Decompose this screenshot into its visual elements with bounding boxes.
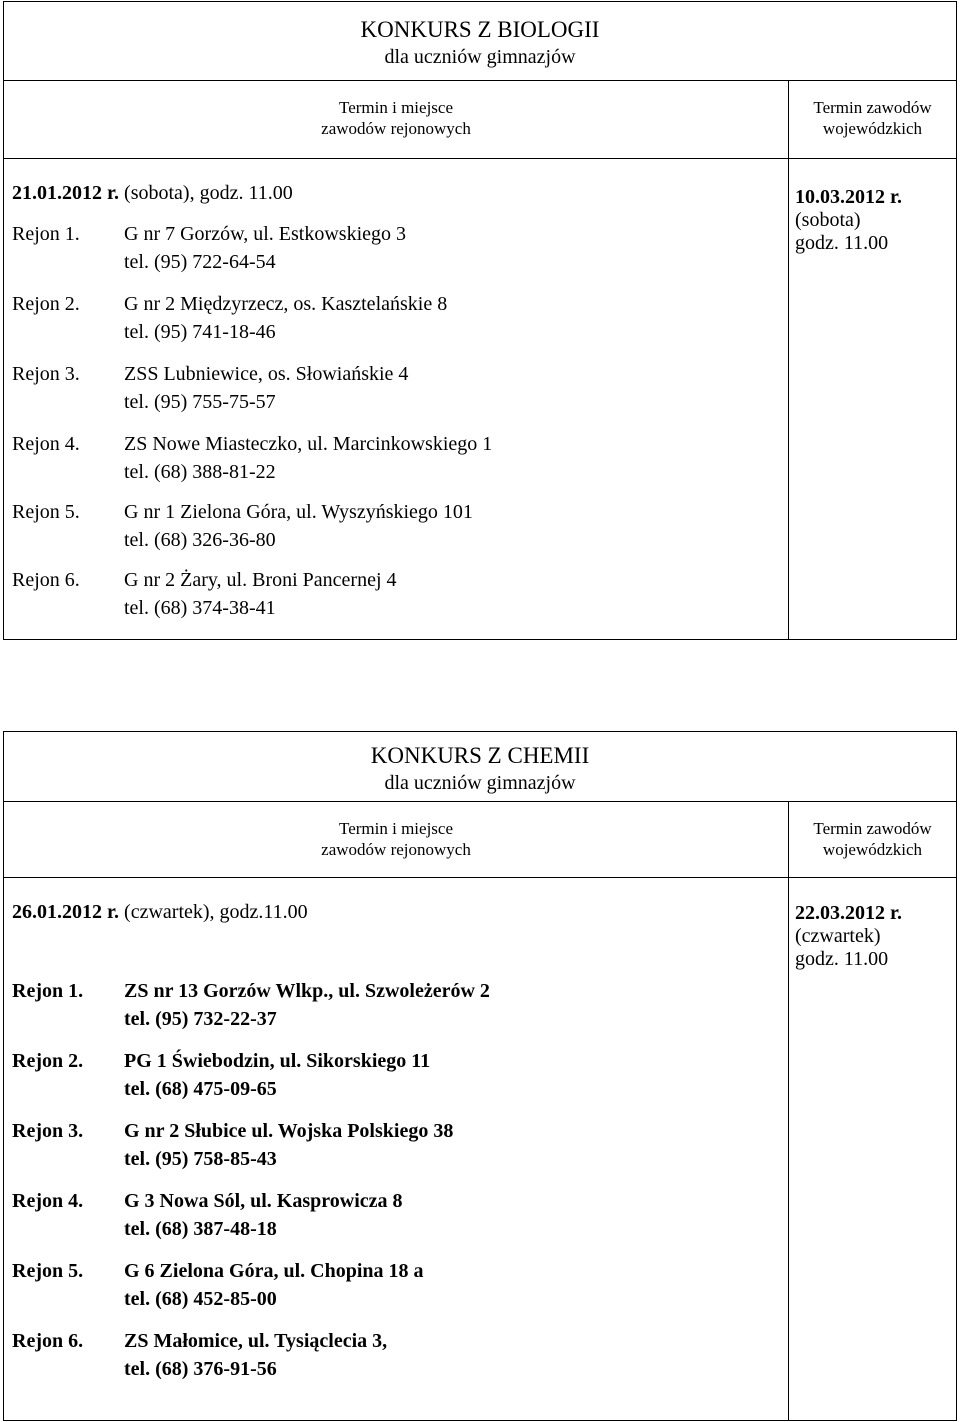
- header-text: wojewódzkich: [822, 119, 923, 138]
- chemistry-contest-table: [3, 731, 957, 1421]
- chemistry-subtitle: dla uczniów gimnazjów: [384, 772, 576, 794]
- provincial-day: (sobota): [795, 209, 861, 231]
- date-bold: 26.01.2012 r.: [12, 901, 120, 923]
- biology-regional-cell: [4, 158, 789, 639]
- biology-title: KONKURS Z BIOLOGII: [360, 17, 600, 42]
- rejon-place: ZSS Lubniewice, os. Słowiańskie 4: [124, 363, 409, 385]
- header-text: Termin i miejsce: [339, 98, 453, 117]
- chemistry-header-provincial: [789, 801, 956, 877]
- rejon-label: Rejon 4.: [12, 433, 80, 455]
- rejon-place: G nr 2 Międzyrzecz, os. Kasztelańskie 8: [124, 293, 448, 315]
- rejon-place: ZS Małomice, ul. Tysiąclecia 3,: [124, 1330, 388, 1352]
- chemistry-body-row: [4, 877, 956, 1420]
- header-text: Termin zawodów: [813, 98, 932, 117]
- rejon-phone: tel. (68) 326-36-80: [124, 529, 276, 551]
- header-text: Termin i miejsce: [339, 819, 453, 838]
- rejon-phone: tel. (95) 755-75-57: [124, 391, 276, 413]
- rejon-phone: tel. (68) 452-85-00: [124, 1288, 277, 1310]
- rejon-place: PG 1 Świebodzin, ul. Sikorskiego 11: [124, 1050, 431, 1072]
- chemistry-header-row: [4, 801, 956, 878]
- header-text: zawodów rejonowych: [321, 840, 471, 859]
- rejon-label: Rejon 6.: [12, 569, 80, 591]
- provincial-date: 22.03.2012 r.: [795, 902, 903, 924]
- provincial-day: (czwartek): [795, 925, 881, 947]
- rejon-place: ZS nr 13 Gorzów Wlkp., ul. Szwoleżerów 2: [124, 980, 490, 1002]
- rejon-label: Rejon 1.: [12, 980, 84, 1002]
- rejon-place: G nr 2 Słubice ul. Wojska Polskiego 38: [124, 1120, 454, 1142]
- rejon-label: Rejon 2.: [12, 293, 80, 315]
- header-text: wojewódzkich: [822, 840, 923, 859]
- date-rest: (czwartek), godz.11.00: [119, 901, 308, 923]
- header-text: zawodów rejonowych: [321, 119, 471, 138]
- biology-subtitle: dla uczniów gimnazjów: [384, 46, 576, 68]
- rejon-phone: tel. (68) 388-81-22: [124, 461, 276, 483]
- rejon-place: G 6 Zielona Góra, ul. Chopina 18 a: [124, 1260, 424, 1282]
- biology-provincial-cell: [789, 158, 956, 639]
- rejon-phone: tel. (68) 475-09-65: [124, 1078, 277, 1100]
- rejon-phone: tel. (68) 374-38-41: [124, 597, 276, 619]
- provincial-date: 10.03.2012 r.: [795, 186, 903, 208]
- chemistry-provincial-cell: [789, 877, 956, 1420]
- chemistry-title-row: [4, 732, 956, 802]
- rejon-label: Rejon 3.: [12, 1120, 84, 1142]
- rejon-label: Rejon 2.: [12, 1050, 84, 1072]
- rejon-place: G nr 1 Zielona Góra, ul. Wyszyńskiego 101: [124, 501, 473, 523]
- rejon-place: ZS Nowe Miasteczko, ul. Marcinkowskiego 1: [124, 433, 493, 455]
- chemistry-header-regional: [4, 801, 789, 877]
- rejon-phone: tel. (95) 758-85-43: [124, 1148, 277, 1170]
- rejon-phone: tel. (95) 722-64-54: [124, 251, 276, 273]
- header-text: Termin zawodów: [813, 819, 932, 838]
- rejon-phone: tel. (68) 376-91-56: [124, 1358, 277, 1380]
- biology-contest-table: [3, 1, 957, 640]
- rejon-label: Rejon 4.: [12, 1190, 84, 1212]
- rejon-label: Rejon 5.: [12, 1260, 84, 1282]
- biology-header-row: [4, 80, 956, 159]
- date-rest: (sobota), godz. 11.00: [119, 182, 293, 204]
- date-bold: 21.01.2012 r.: [12, 182, 120, 204]
- biology-title-row: [4, 2, 956, 81]
- rejon-label: Rejon 1.: [12, 223, 80, 245]
- biology-regional-date: [12, 180, 293, 206]
- chemistry-title: KONKURS Z CHEMII: [370, 743, 590, 768]
- rejon-phone: tel. (68) 387-48-18: [124, 1218, 277, 1240]
- rejon-place: G nr 2 Żary, ul. Broni Pancernej 4: [124, 569, 397, 591]
- rejon-phone: tel. (95) 741-18-46: [124, 321, 276, 343]
- biology-body-row: [4, 158, 956, 639]
- chemistry-regional-cell: [4, 877, 789, 1420]
- rejon-place: G nr 7 Gorzów, ul. Estkowskiego 3: [124, 223, 407, 245]
- rejon-label: Rejon 5.: [12, 501, 80, 523]
- provincial-time: godz. 11.00: [795, 232, 889, 254]
- rejon-label: Rejon 6.: [12, 1330, 84, 1352]
- rejon-label: Rejon 3.: [12, 363, 80, 385]
- rejon-phone: tel. (95) 732-22-37: [124, 1008, 277, 1030]
- biology-header-provincial: [789, 80, 956, 158]
- provincial-time: godz. 11.00: [795, 948, 889, 970]
- rejon-place: G 3 Nowa Sól, ul. Kasprowicza 8: [124, 1190, 403, 1212]
- chemistry-regional-date: [12, 899, 308, 925]
- biology-header-regional: [4, 80, 789, 158]
